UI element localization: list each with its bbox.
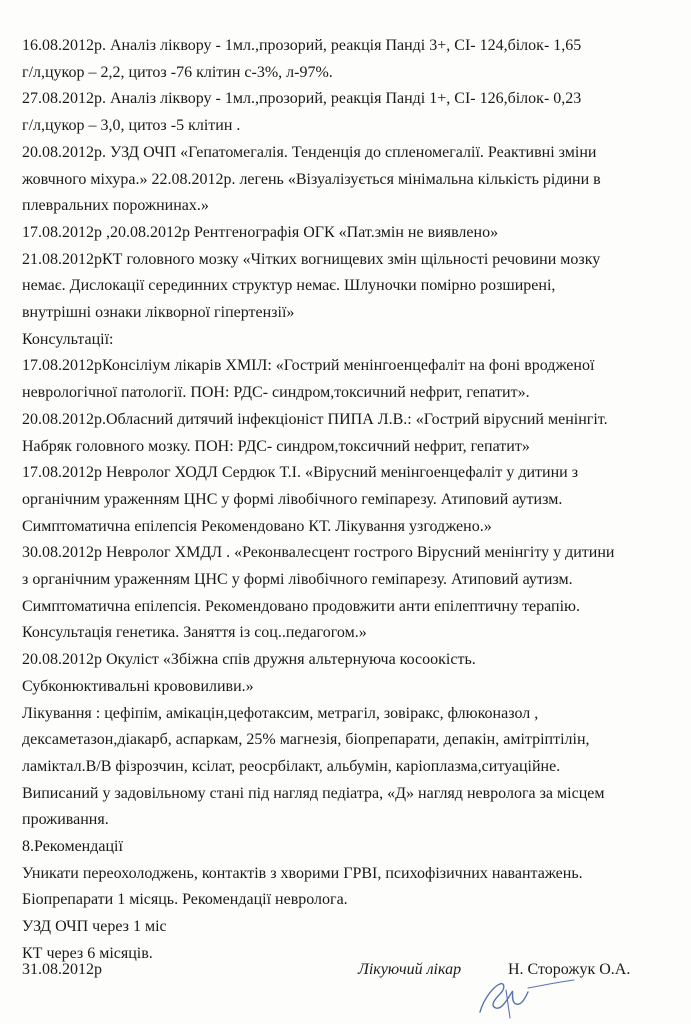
text-line: Консультації: [22, 330, 114, 348]
text-line: немає. Дислокації серединних структур немає. Шлуночки помірно розширені, [22, 277, 556, 295]
text-line: 30.08.2012р Невролог ХМДЛ . «Реконвалесцент гострого Вірусний менінгіту у дитини [22, 544, 615, 562]
text-line: г/л,цукор – 3,0, цитоз -5 клітин . [22, 117, 241, 135]
signature-name: Н. Сторожук О.А. [508, 961, 631, 978]
text-line: внутрішні ознаки лікворної гіпертензії» [22, 304, 295, 321]
handwritten-signature [470, 968, 580, 1020]
text-line: проживання. [22, 811, 109, 829]
text-line: Біопрепарати 1 місяць. Рекомендації невролога. [22, 891, 348, 909]
text-line: ламіктал.В/В фізрозчин, ксілат, реосрбілакт, альбумін, каріоплазма,ситуаційне. [22, 757, 561, 775]
text-line: 21.08.2012рКТ головного мозку «Чітких вогнищевих змін щільності речовини мозку [22, 250, 601, 268]
text-line: Симптоматична епілепсія. Рекомендовано продовжити анти епілептичну терапію. [22, 597, 581, 615]
text-line: Консультація генетика. Заняття із соц..педагогом.» [22, 624, 367, 642]
text-line: 8.Рекомендації [22, 838, 123, 855]
text-line: Виписаний у задовільному стані під нагляд педіатра, «Д» нагляд невролога за місцем [22, 784, 605, 802]
text-line: дексаметазон,діакарб, аспаркам, 25% магнезія, біопрепарати, депакін, амітріптілін, [22, 731, 590, 749]
text-line: плевральних порожнинах.» [22, 197, 209, 215]
text-line: 16.08.2012р. Аналіз ліквору - 1мл.,прозорий, реакція Панді 3+, СІ- 124,білок- 1,65 [22, 37, 582, 54]
signature-role: Лікуючий лікар [358, 961, 462, 978]
text-line: жовчного міхура.» 22.08.2012р. легень «Візуалізується мінімальна кількість рідини в [22, 170, 601, 188]
text-line: 17.08.2012рКонсіліум лікарів ХМІЛ: «Гострий менінгоенцефаліт на фоні вродженої [22, 357, 595, 375]
text-line: Набряк головного мозку. ПОН: РДС- синдром,токсичний нефрит, гепатит» [22, 437, 530, 455]
text-line: Уникати переохолоджень, контактів з хворими ГРВІ, психофізичних навантажень. [22, 864, 583, 882]
text-line: 27.08.2012р. Аналіз ліквору - 1мл.,прозорий, реакція Панді 1+, СІ- 126,білок- 0,23 [22, 90, 582, 108]
text-line: УЗД ОЧП через 1 міс [22, 918, 167, 936]
signature-date: 31.08.2012р [22, 961, 102, 978]
text-line: з органічним ураженням ЦНС у формі лівобічного геміпарезу. Атиповий аутизм. [22, 571, 573, 588]
text-line: 17.08.2012р Невролог ХОДЛ Сердюк Т.І. «Вірусний менінгоенцефаліт у дитини з [22, 464, 579, 482]
text-line: Симптоматична епілепсія Рекомендовано КТ. Лікування узгоджено.» [22, 517, 492, 535]
text-line: г/л,цукор – 2,2, цитоз -76 клітин с-3%, л-97%. [22, 63, 333, 81]
text-line: органічним ураженням ЦНС у формі лівобічного геміпарезу. Атиповий аутизм. [22, 490, 563, 508]
text-line: 20.08.2012р.Обласний дитячий інфекціоніст ПИПА Л.В.: «Гострий вірусний менінгіт. [22, 410, 608, 428]
text-line: неврологічної патології. ПОН: РДС- синдром,токсичний нефрит, гепатит». [22, 384, 530, 402]
text-line: 17.08.2012р ,20.08.2012р Рентгенографія ОГК «Пат.змін не виявлено» [22, 223, 499, 241]
text-line: Субконюктивальні крововиливи.» [22, 677, 254, 695]
text-line: КТ через 6 місяців. [22, 944, 153, 962]
text-line: 20.08.2012р. УЗД ОЧП «Гепатомегалія. Тенденція до спленомегалії. Реактивні зміни [22, 143, 597, 161]
text-line: Лікування : цефіпім, амікацін,цефотаксим, метрагіл, зовіракс, флюконазол , [22, 704, 539, 722]
text-line: 20.08.2012р Окуліст «Збіжна спів дружня альтернуюча косоокість. [22, 651, 476, 669]
